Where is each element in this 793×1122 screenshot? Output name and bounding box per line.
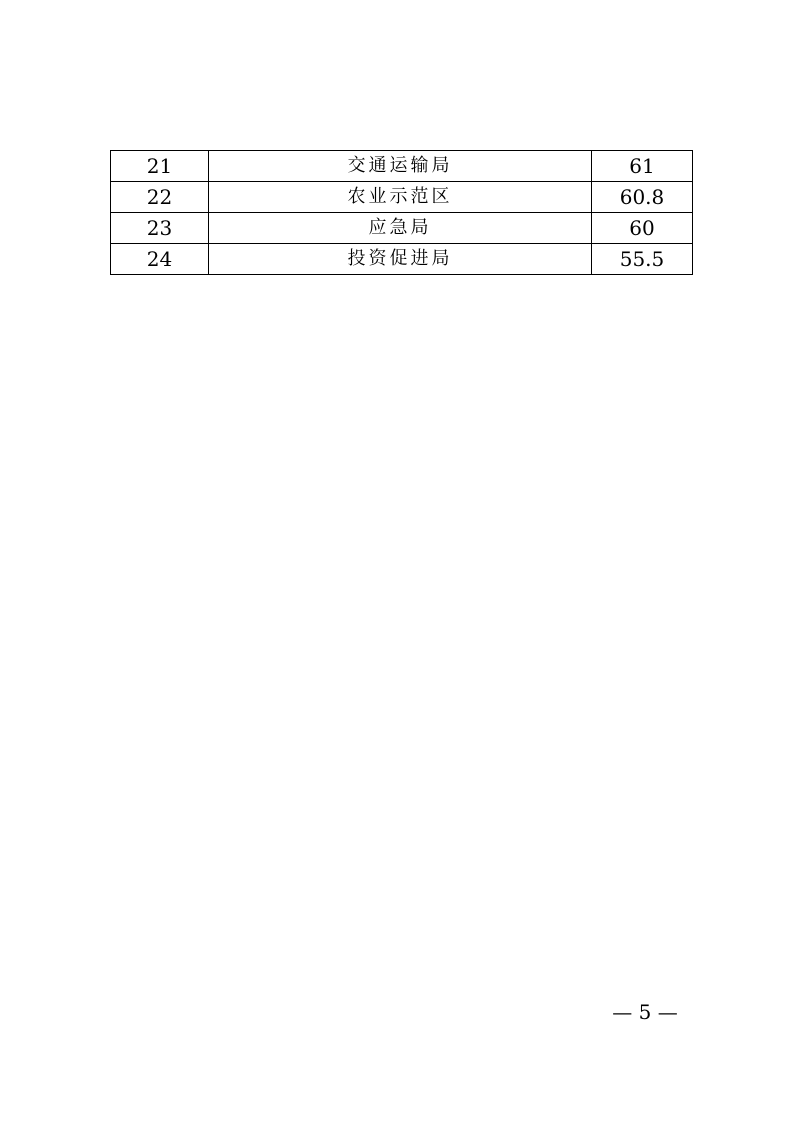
score-cell: 61 [592,151,693,182]
unit-name-cell: 投资促进局 [209,244,592,275]
row-number-cell: 22 [111,182,209,213]
unit-name-cell: 交通运输局 [209,151,592,182]
table-row [111,244,693,275]
row-number-cell: 24 [111,244,209,275]
row-number-cell: 21 [111,151,209,182]
score-cell: 60.8 [592,182,693,213]
score-table [110,150,693,275]
score-cell: 60 [592,213,693,244]
page-number: — 5 — [612,1000,678,1024]
score-cell: 55.5 [592,244,693,275]
table-row [111,182,693,213]
table-row [111,151,693,182]
unit-name-cell: 农业示范区 [209,182,592,213]
row-number-cell: 23 [111,213,209,244]
unit-name-cell: 应急局 [209,213,592,244]
table-row [111,213,693,244]
